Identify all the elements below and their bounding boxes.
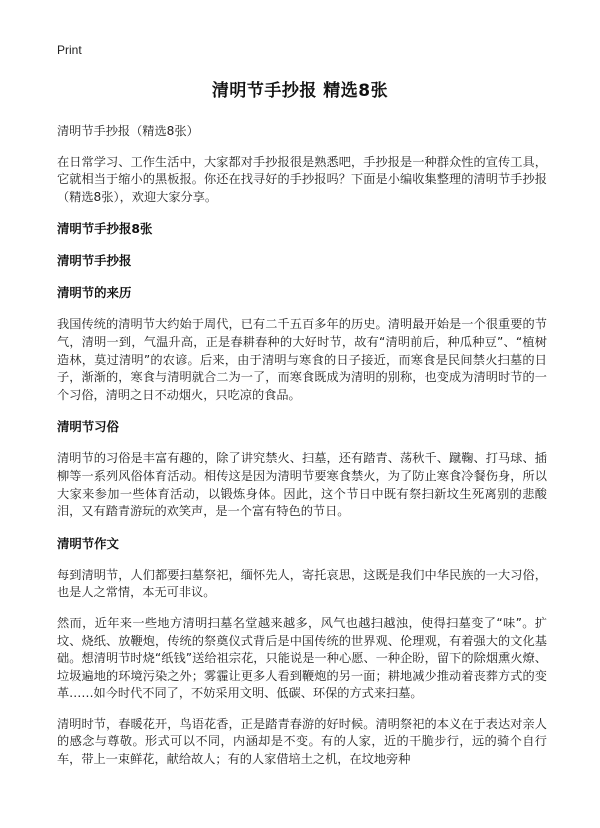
origin-paragraph: 我国传统的清明节大约始于周代，已有二千五百多年的历史。清明最开始是一个很重要的节气，清明一到，气温升高，正是春耕春种的大好时节，故有“清明前后，种瓜种豆”、“植树造林，莫过清明”的农谚。后来，由于清明与寒食的日子接近，而寒食是民间禁火扫墓的日子，渐渐的，寒食与清明就合二为一了，而寒食既成为清明的别称，也变成为清明时节的一个习俗，清明之日不动烟火，只吃凉的食品。 — [57, 317, 547, 402]
essay-paragraph-3: 清明时节，春暖花开，鸟语花香，正是踏青春游的好时候。清明祭祀的本义在于表达对亲人的感念与尊敬。形式可以不同，内涵却是不变。有的人家，近的干脆步行，远的骑个自行车，带上一束鲜花，献给故人；有的人家借培土之机，在坟地旁种 — [57, 716, 547, 767]
essay-paragraph-2: 然而，近年来一些地方清明扫墓名堂越来越多，风气也越扫越浊，使得扫墓变了“味”。扩坟、烧纸、放鞭炮，传统的祭奠仪式背后是中国传统的世界观、伦理观，有着强大的文化基础。想清明节时烧“纸钱”送给祖宗花，只能说是一种心愿、一种企盼，留下的除烟熏火燎、垃圾遍地的环境污染之外；雾霾让更多人看到鞭炮的另一面；耕地减少推动着丧葬方式的变革……如今时代不同了，不妨采用文明、低碳、环保的方式来扫墓。 — [57, 615, 547, 701]
page-title: 清明节手抄报 精选8张 — [211, 81, 389, 101]
print-link[interactable]: Print — [57, 43, 82, 57]
essay-paragraph-1: 每到清明节，人们都要扫墓祭祀，缅怀先人，寄托哀思，这既是我们中华民族的一大习俗，也是人之常情，本无可非议。 — [57, 567, 547, 600]
customs-paragraph: 清明节的习俗是丰富有趣的，除了讲究禁火、扫墓，还有踏青、荡秋千、蹴鞠、打马球、插柳等一系列风俗体育活动。相传这是因为清明节要寒食禁火，为了防止寒食冷餐伤身，所以大家来参加一些体育活动，以锻炼身体。因此，这个节日中既有祭扫新坟生死离别的悲酸泪，又有踏青游玩的欢笑声，是一个富有特色的节日。 — [57, 451, 547, 519]
heading-main: 清明节手抄报8张 — [57, 221, 153, 237]
heading-essay: 清明节作文 — [57, 535, 119, 551]
article-subtitle: 清明节手抄报（精选8张） — [57, 124, 199, 138]
intro-paragraph: 在日常学习、工作生活中，大家都对手抄报很是熟悉吧，手抄报是一种群众性的宣传工具，它就相当于缩小的黑板报。你还在找寻好的手抄报吗？下面是小编收集整理的清明节手抄报（精选8张），欢迎大家分享。 — [57, 154, 547, 204]
heading-origin: 清明节的来历 — [57, 285, 132, 301]
heading-customs: 清明节习俗 — [57, 419, 119, 435]
heading-sub: 清明节手抄报 — [57, 253, 132, 269]
article-body — [57, 123, 547, 769]
